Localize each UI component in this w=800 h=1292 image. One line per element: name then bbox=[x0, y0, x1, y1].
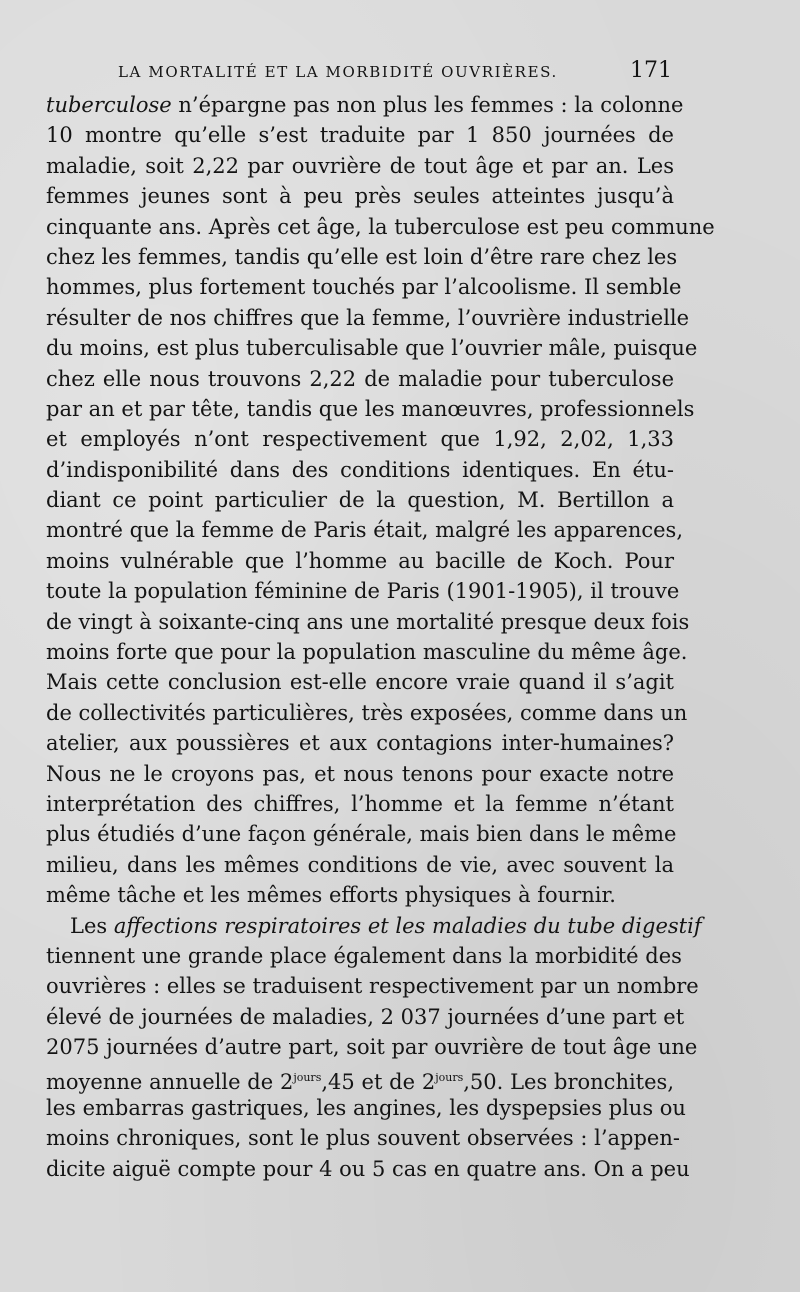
text-line: Les affections respiratoires et les maladies du tube digestif bbox=[70, 913, 702, 938]
text-line: ouvrières : elles se traduisent respectivement par un nombre bbox=[46, 974, 699, 999]
text-line: 2075 journées d’autre part, soit par ouvrière de tout âge une bbox=[46, 1035, 698, 1060]
text-line: de vingt à soixante-cinq ans une mortalité presque deux fois bbox=[46, 609, 690, 634]
text-line: hommes, plus fortement touchés par l’alcoolisme. Il semble bbox=[46, 275, 682, 300]
text-line: femmes jeunes sont à peu près seules atteintes jusqu’à bbox=[46, 184, 674, 209]
text-line: et employés n’ont respectivement que 1,92, 2,02, 1,33 bbox=[46, 427, 674, 452]
italic-term: affections respiratoires et les maladies du tube digestif bbox=[113, 913, 702, 938]
text-line: plus étudiés d’une façon générale, mais bien dans le même bbox=[46, 822, 677, 847]
text-line: du moins, est plus tuberculisable que l’ouvrier mâle, puisque bbox=[46, 336, 698, 361]
running-head: LA MORTALITÉ ET LA MORBIDITÉ OUVRIÈRES. bbox=[118, 63, 558, 81]
text-line: milieu, dans les mêmes conditions de vie, avec souvent la bbox=[46, 852, 674, 877]
text-line: moins forte que pour la population masculine du même âge. bbox=[46, 640, 688, 665]
text-line: tuberculose n’épargne pas non plus les femmes : la colonne bbox=[46, 93, 684, 117]
text-line: élevé de journées de maladies, 2 037 journées d’une part et bbox=[46, 1004, 685, 1029]
text-line: moyenne annuelle de $2^{jours},45$ et de $2^{jours},50$. Les bronchites, bbox=[46, 1069, 675, 1094]
text-line: moins vulnérable que l’homme au bacille de Koch. Pour bbox=[46, 548, 674, 573]
text-line: chez elle nous trouvons 2,22 de maladie pour tuberculose bbox=[46, 366, 674, 391]
text-line: toute la population féminine de Paris (1901-1905), il trouve bbox=[46, 579, 680, 604]
paragraph-affections bbox=[46, 911, 702, 1185]
text-line: les embarras gastriques, les angines, les dyspepsies plus ou bbox=[46, 1095, 686, 1120]
text-line: résulter de nos chiffres que la femme, l’ouvrière industrielle bbox=[46, 305, 690, 330]
text-line: montré que la femme de Paris était, malgré les apparences, bbox=[46, 518, 684, 543]
page-number: 171 bbox=[630, 58, 672, 83]
text-line: diant ce point particulier de la question, M. Bertillon a bbox=[46, 488, 674, 513]
text-line: par an et par tête, tandis que les manœuvres, professionnels bbox=[46, 396, 695, 421]
italic-term: tuberculose bbox=[46, 93, 172, 117]
text-line: moins chroniques, sont le plus souvent observées : l’appen- bbox=[46, 1126, 680, 1151]
text-line: interprétation des chiffres, l’homme et la femme n’étant bbox=[46, 791, 674, 816]
text-line: de collectivités particulières, très exposées, comme dans un bbox=[46, 700, 688, 725]
text-line: maladie, soit 2,22 par ouvrière de tout âge et par an. Les bbox=[46, 153, 674, 178]
text-line: atelier, aux poussières et aux contagions inter-humaines? bbox=[46, 731, 674, 756]
text-line: Nous ne le croyons pas, et nous tenons pour exacte notre bbox=[46, 761, 674, 786]
text-line: chez les femmes, tandis qu’elle est loin d’être rare chez les bbox=[46, 244, 678, 269]
text-line: tiennent une grande place également dans la morbidité des bbox=[46, 943, 682, 968]
paragraph-tuberculose bbox=[46, 90, 715, 911]
body-text bbox=[46, 90, 715, 1184]
text-line: même tâche et les mêmes efforts physiques à fournir. bbox=[46, 883, 616, 908]
text-line: dicite aiguë compte pour 4 ou 5 cas en quatre ans. On a peu bbox=[46, 1156, 690, 1181]
page-header bbox=[118, 58, 678, 88]
text-line: 10 montre qu’elle s’est traduite par 1 850 journées de bbox=[46, 123, 674, 148]
text-line: cinquante ans. Après cet âge, la tuberculose est peu commune bbox=[46, 214, 715, 239]
text-line: d’indisponibilité dans des conditions identiques. En étu- bbox=[46, 457, 674, 482]
text-line: Mais cette conclusion est-elle encore vraie quand il s’agit bbox=[46, 670, 674, 695]
